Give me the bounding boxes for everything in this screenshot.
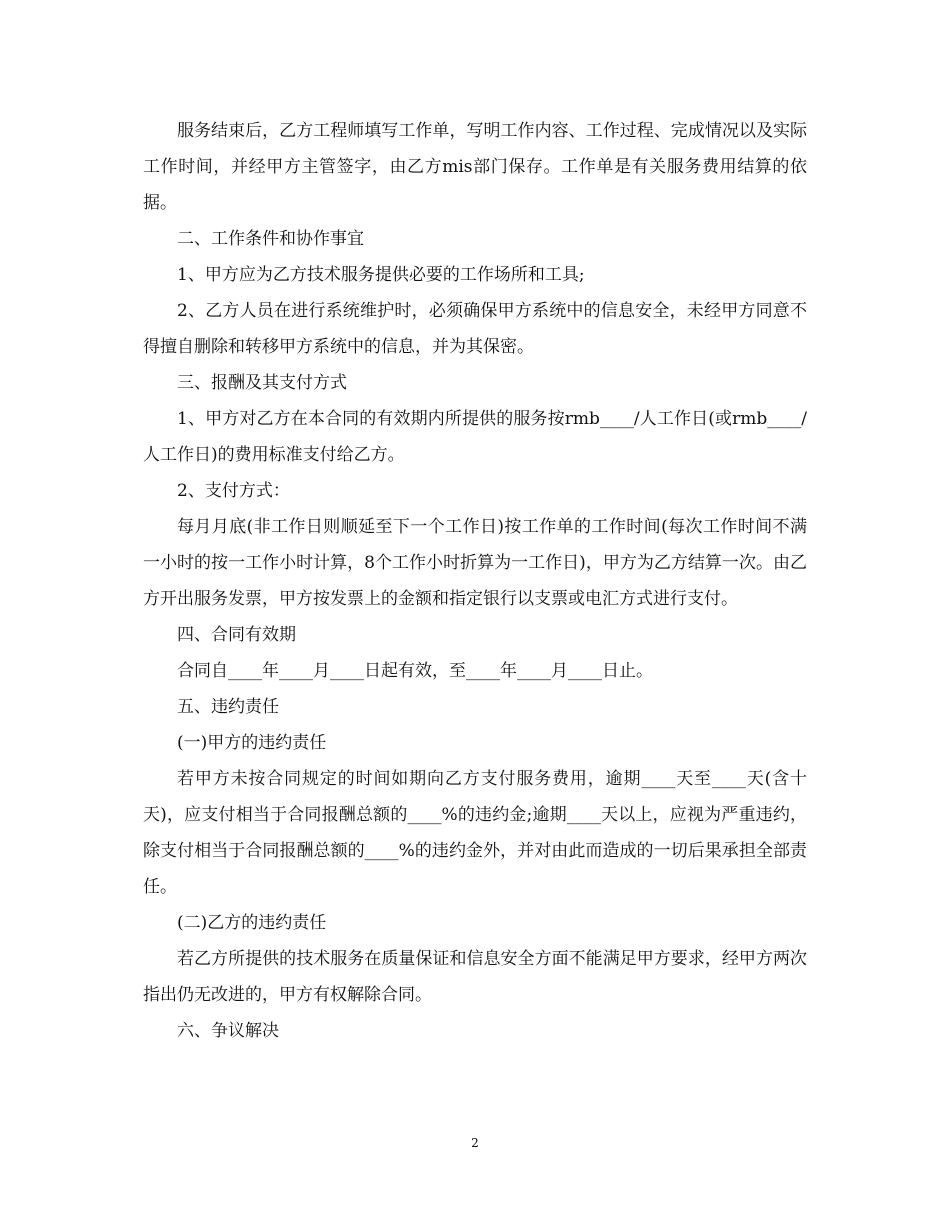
subheading-party-a-liability: (一)甲方的违约责任 (177, 733, 327, 753)
page-number: 2 (471, 1136, 479, 1150)
paragraph-fee-standard: 1、甲方对乙方在本合同的有效期内所提供的服务按rmb____/人工作日(或rmb____/人工作日)的费用标准支付给乙方。 (143, 409, 807, 465)
paragraph-monthly-settlement: 每月月底(非工作日则顺延至下一个工作日)按工作单的工作时间(每次工作时间不满一小时的按一工作小时计算，8个工作小时折算为一工作日)，甲方为乙方结算一次。由乙方开出服务发票，甲方按发票上的金额和指定银行以支票或电汇方式进行支付。 (143, 517, 807, 609)
heading-work-conditions: 二、工作条件和协作事宜 (177, 229, 364, 249)
paragraph-payment-method-label: 2、支付方式： (177, 481, 290, 501)
paragraph-information-security: 2、乙方人员在进行系统维护时，必须确保甲方系统中的信息安全，未经甲方同意不得擅自删除和转移甲方系统中的信息，并为其保密。 (143, 301, 807, 357)
paragraph-workplace-tools: 1、甲方应为乙方技术服务提供必要的工作场所和工具; (177, 265, 585, 285)
heading-contract-validity: 四、合同有效期 (177, 625, 296, 645)
paragraph-party-a-liability: 若甲方未按合同规定的时间如期向乙方支付服务费用，逾期____天至____天(含十天)，应支付相当于合同报酬总额的____%的违约金;逾期____天以上，应视为严重违约，除支付相当于合同报酬总额的____%的违约金外，并对由此而造成的一切后果承担全部责任。 (143, 769, 807, 897)
document-body (143, 113, 807, 1049)
heading-dispute-resolution: 六、争议解决 (177, 1021, 279, 1041)
heading-liability: 五、违约责任 (177, 697, 279, 717)
subheading-party-b-liability: (二)乙方的违约责任 (177, 913, 327, 933)
paragraph-party-b-liability: 若乙方所提供的技术服务在质量保证和信息安全方面不能满足甲方要求，经甲方两次指出仍无改进的，甲方有权解除合同。 (143, 949, 807, 1005)
paragraph-service-end: 服务结束后，乙方工程师填写工作单，写明工作内容、工作过程、完成情况以及实际工作时间，并经甲方主管签字，由乙方mis部门保存。工作单是有关服务费用结算的依据。 (143, 121, 807, 213)
heading-payment: 三、报酬及其支付方式 (177, 373, 347, 393)
paragraph-validity-dates: 合同自____年____月____日起有效，至____年____月____日止。 (177, 661, 653, 681)
